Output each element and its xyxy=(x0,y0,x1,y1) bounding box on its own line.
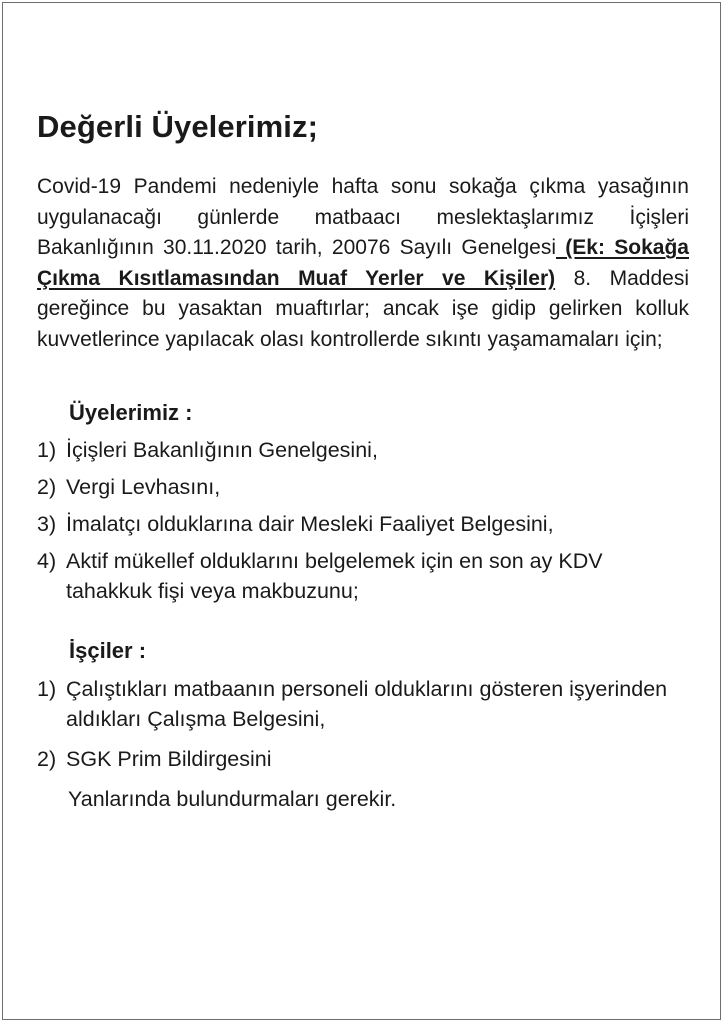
list-item xyxy=(37,472,689,502)
intro-reference-bold: (Ek: Sokağa Çıkma Kısıtlamasından Muaf Yerler ve Kişiler) xyxy=(37,236,689,290)
members-list xyxy=(37,435,689,606)
list-item xyxy=(37,435,689,465)
list-item xyxy=(37,546,689,606)
list-item-text: Aktif mükellef olduklarını belgelemek için en son ay KDV tahakkuk fişi veya makbuzunu; xyxy=(66,548,603,603)
intro-text-start: Covid-19 Pandemi nedeniyle hafta sonu sokağa çıkma yasağının uygulanacağı günlerde matbaacı meslektaşlarımız İçişleri Bakanlığının 30.11.2020 tarih, 20076 Sayılı Genelgesi xyxy=(37,175,689,260)
list-item-number: 4) xyxy=(37,548,57,573)
workers-heading: İşçiler : xyxy=(69,637,147,663)
document-body xyxy=(37,108,689,814)
list-item xyxy=(37,674,689,734)
list-item-text: Çalıştıkları matbaanın personeli olduklarını gösteren işyerinden aldıkları Çalışma Belgesini, xyxy=(66,676,668,731)
list-item-number: 2) xyxy=(37,746,57,771)
workers-list xyxy=(37,674,689,774)
document-title: Değerli Üyelerimiz; xyxy=(37,109,319,144)
list-item-number: 1) xyxy=(37,437,57,462)
list-item-text: SGK Prim Bildirgesini xyxy=(66,746,272,771)
list-item-number: 1) xyxy=(37,676,57,701)
list-item-number: 3) xyxy=(37,511,57,536)
list-item-text: İçişleri Bakanlığının Genelgesini, xyxy=(66,437,378,462)
list-item xyxy=(37,509,689,539)
list-item-number: 2) xyxy=(37,474,57,499)
members-heading: Üyelerimiz : xyxy=(69,399,193,425)
intro-paragraph xyxy=(37,172,689,356)
list-item-text: Vergi Levhasını, xyxy=(66,474,221,499)
list-item-text: İmalatçı olduklarına dair Mesleki Faaliyet Belgesini, xyxy=(66,511,554,536)
closing-line: Yanlarında bulundurmaları gerekir. xyxy=(68,786,397,811)
intro-text-end: 8. Maddesi gereğince bu yasaktan muaftırlar; ancak işe gidip gelirken kolluk kuvvetlerince yapılacak olası kontrollerde sıkıntı yaşamamaları için; xyxy=(37,266,689,351)
list-item xyxy=(37,744,689,774)
